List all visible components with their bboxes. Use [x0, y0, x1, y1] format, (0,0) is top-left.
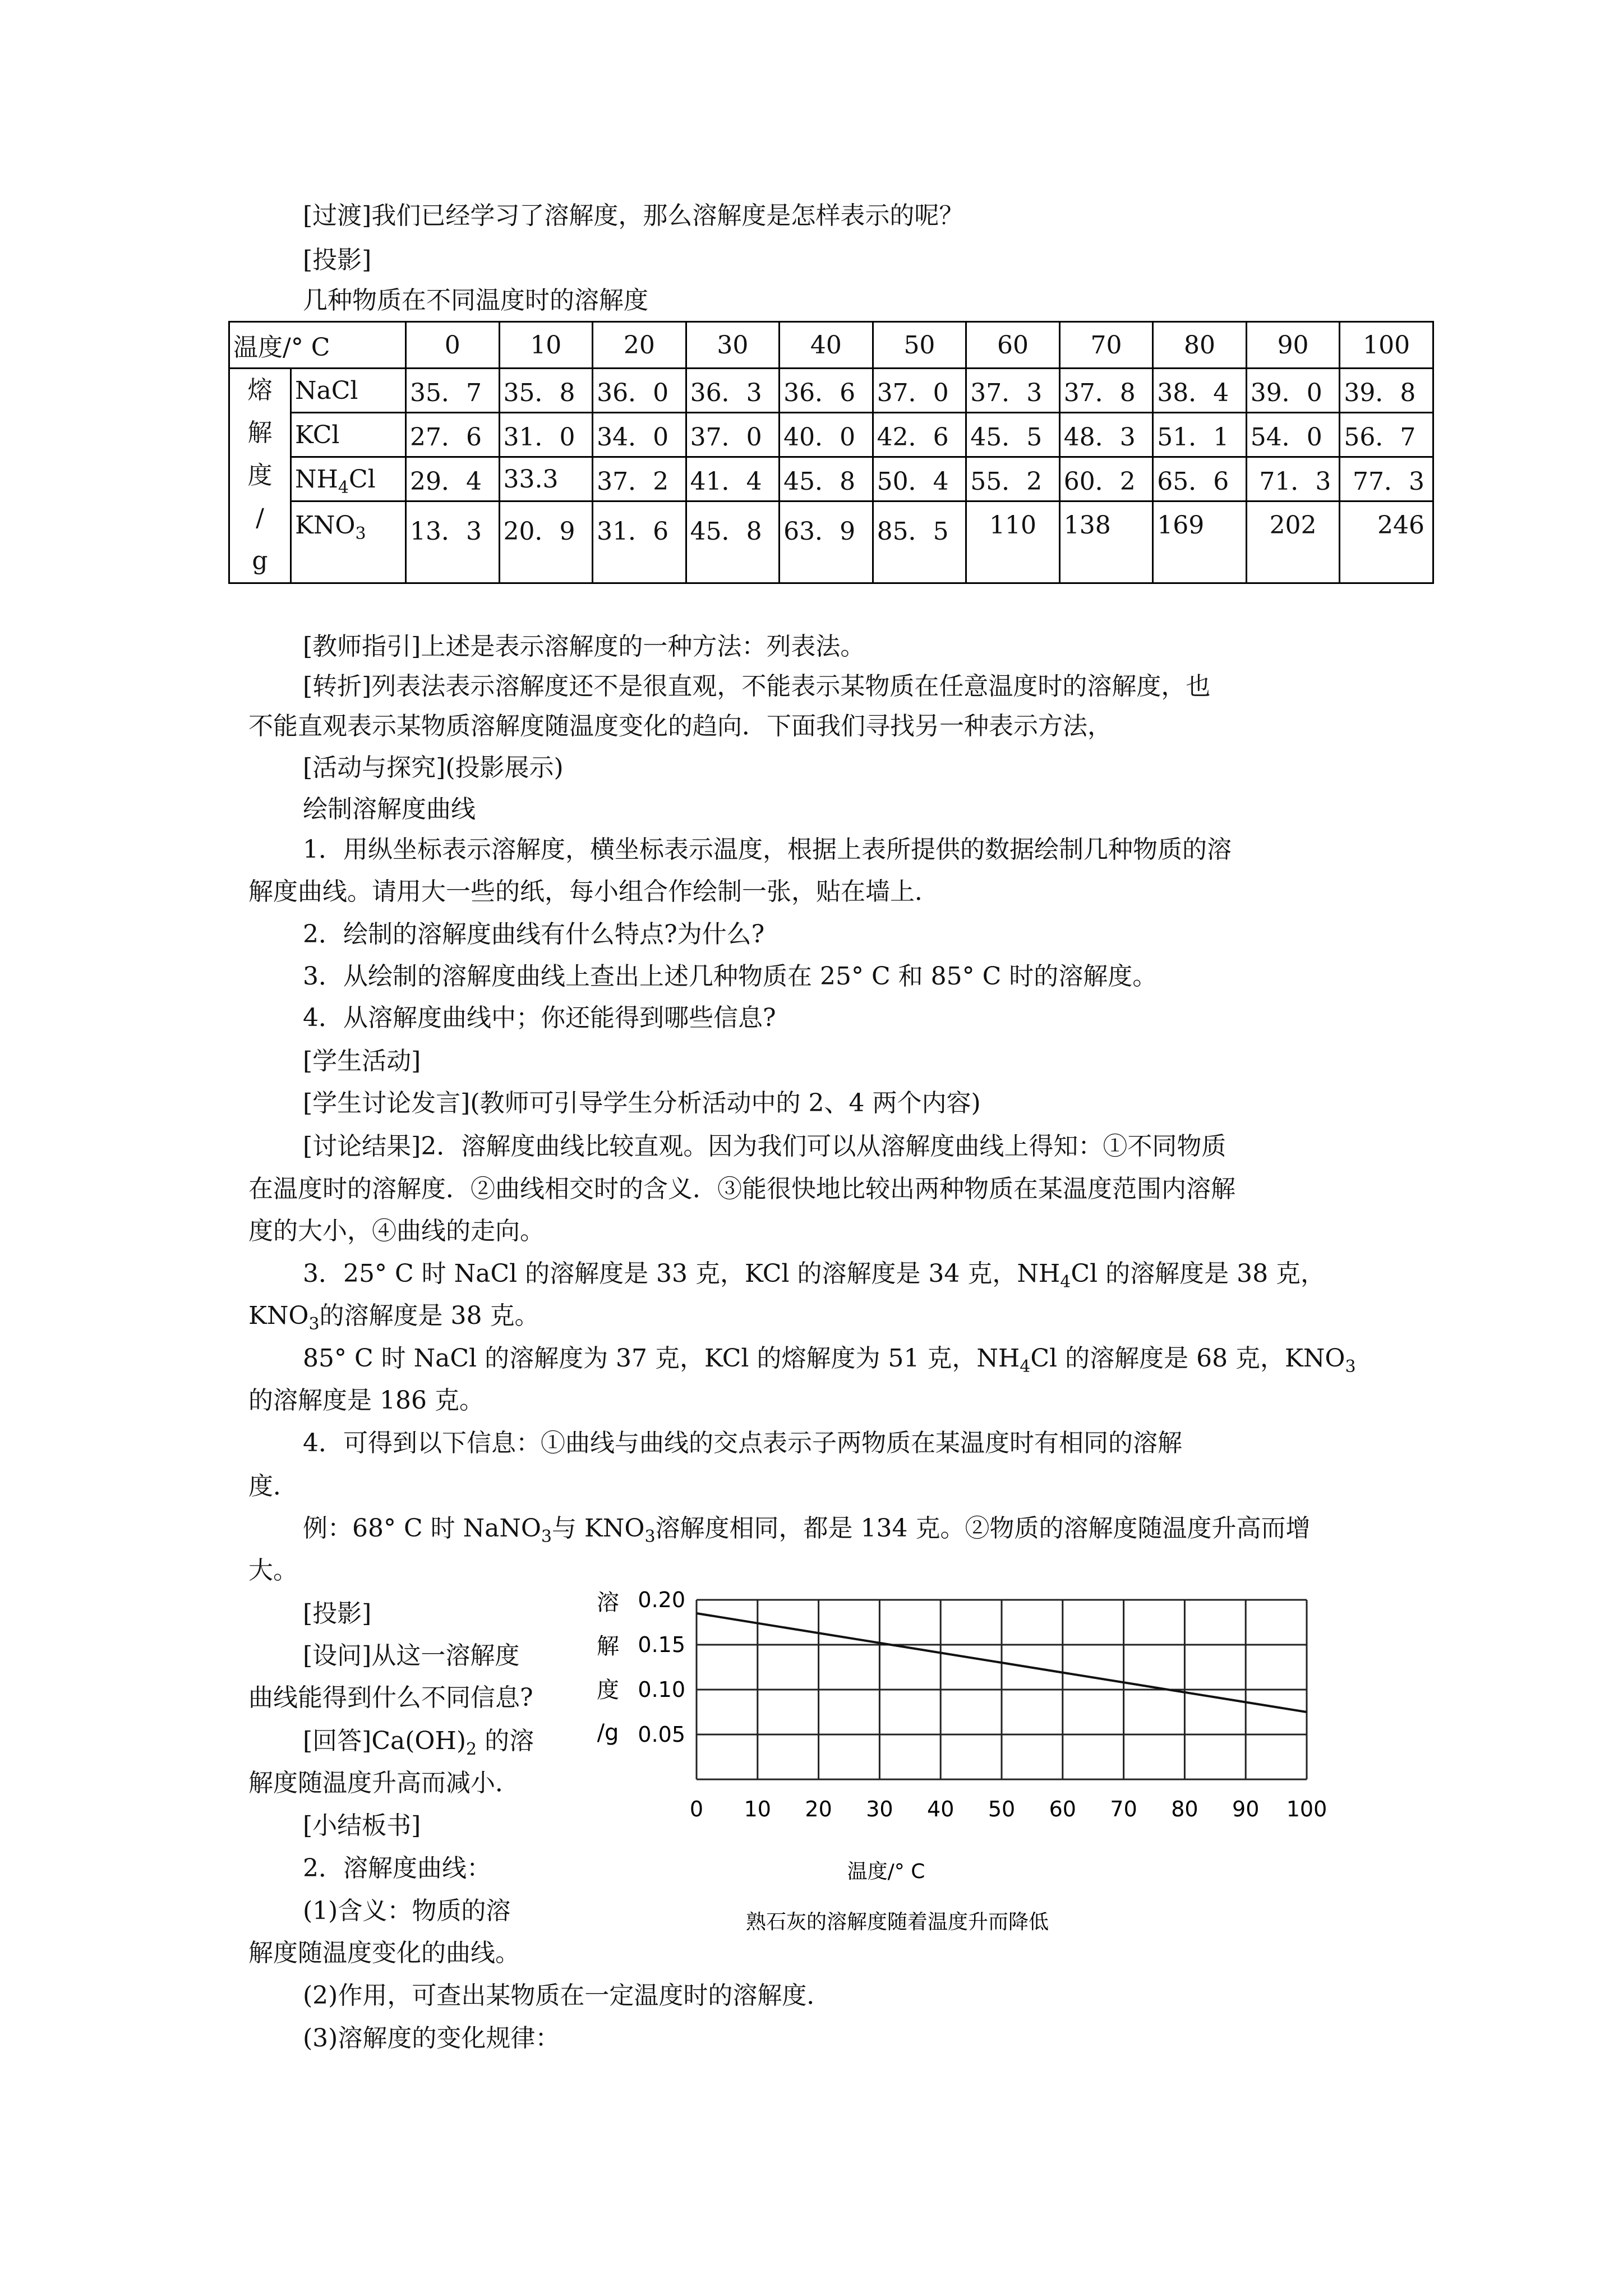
unit-char: g	[252, 546, 268, 575]
text-line: [学生讨论发言](教师可引导学生分析活动中的 2、4 两个内容)	[303, 1089, 981, 1117]
solubility-table	[228, 321, 1434, 584]
table-cell: 37．2	[593, 457, 686, 501]
x-tick-label: 90	[1232, 1797, 1260, 1821]
text-line: 4．从溶解度曲线中；你还能得到哪些信息?	[303, 1004, 776, 1032]
substance-name	[291, 457, 406, 501]
chart-title: 熟石灰的溶解度随着温度升而降低	[745, 1911, 1049, 1934]
text-line	[303, 1258, 1325, 1290]
formula-main: NH	[295, 464, 338, 494]
text-line: (1)含义：物质的溶	[303, 1897, 511, 1925]
y-tick-label: 0.20	[638, 1588, 685, 1612]
y-label-char: 解	[597, 1634, 619, 1659]
subscript: 3	[1345, 1357, 1356, 1377]
text-run: 的溶解度是 38 克。	[319, 1301, 540, 1330]
header-cell: 90	[1246, 322, 1340, 369]
table-cell: 42．6	[873, 413, 966, 457]
header-cell: 100	[1340, 322, 1433, 369]
table-caption: 几种物质在不同温度时的溶解度	[303, 286, 648, 315]
table-cell: 45．5	[966, 413, 1060, 457]
x-tick-label: 80	[1171, 1797, 1198, 1821]
header-cell: 30	[686, 322, 780, 369]
table-cell: 36．6	[780, 369, 873, 413]
substance-name: KCl	[291, 413, 406, 457]
text-run: 例：68° C 时 NaNO	[303, 1514, 541, 1543]
table-cell: 85．5	[873, 501, 966, 583]
table-cell: 37．3	[966, 369, 1060, 413]
table-cell: 31．6	[593, 501, 686, 583]
table-cell: 56．7	[1340, 413, 1433, 457]
text-line: [投影]	[303, 246, 372, 274]
table-cell: 202	[1246, 501, 1340, 583]
header-cell: 20	[593, 322, 686, 369]
table-row	[229, 413, 1433, 457]
x-tick-label: 100	[1286, 1797, 1327, 1821]
subscript: 3	[308, 1314, 320, 1334]
table-cell: 45．8	[686, 501, 780, 583]
text-run: 85° C 时 NaCl 的溶解度为 37 克，KCl 的熔解度为 51 克，NH	[303, 1344, 1020, 1373]
text-line: 2．绘制的溶解度曲线有什么特点?为什么?	[303, 920, 765, 949]
subscript: 3	[644, 1527, 656, 1547]
text-line: [投影]	[303, 1599, 372, 1628]
text-line	[303, 1513, 1311, 1547]
x-tick-label: 10	[744, 1797, 771, 1821]
table-cell: 77．3	[1340, 457, 1433, 501]
table-cell: 37．0	[686, 413, 780, 457]
subscript: 2	[466, 1740, 477, 1759]
table-cell: 63．9	[780, 501, 873, 583]
subscript: 4	[1020, 1357, 1031, 1377]
header-cell: 10	[499, 322, 593, 369]
x-tick-label: 50	[988, 1797, 1016, 1821]
text-line: 绘制溶解度曲线	[303, 795, 476, 823]
header-label: 温度/° C	[229, 322, 406, 369]
text-line: 解度随温度变化的曲线。	[248, 1939, 520, 1967]
text-line: 1．用纵坐标表示溶解度，横坐标表示温度，根据上表所提供的数据绘制几种物质的溶	[303, 835, 1232, 864]
text-line: [小结板书]	[303, 1811, 421, 1840]
table-cell: 45．8	[780, 457, 873, 501]
header-cell: 50	[873, 322, 966, 369]
header-cell: 80	[1153, 322, 1247, 369]
table-cell: 50．4	[873, 457, 966, 501]
table-cell: 38．4	[1153, 369, 1247, 413]
y-tick-label: 0.05	[638, 1722, 685, 1747]
table-row	[229, 369, 1433, 413]
table-row	[229, 457, 1433, 501]
text-run: Cl 的溶解度是 38 克，	[1071, 1259, 1326, 1288]
table-cell: 55．2	[966, 457, 1060, 501]
text-line: [学生活动]	[303, 1047, 421, 1075]
text-line: 曲线能得到什么不同信息?	[248, 1683, 533, 1712]
table-cell: 40．0	[780, 413, 873, 457]
y-tick-label: 0.10	[638, 1677, 685, 1702]
text-line: [讨论结果]2．溶解度曲线比较直观。因为我们可以从溶解度曲线上得知：①不同物质	[303, 1132, 1227, 1161]
text-line: [设问]从这一溶解度	[303, 1641, 520, 1670]
table-cell: 39．0	[1246, 369, 1340, 413]
table-cell: 37．8	[1059, 369, 1153, 413]
table-cell: 110	[966, 501, 1060, 583]
table-cell: 41．4	[686, 457, 780, 501]
solubility-chart	[583, 1581, 1357, 1940]
text-run: 溶解度相同，都是 134 克。②物质的溶解度随温度升高而增	[655, 1514, 1311, 1543]
unit-char: 度	[247, 461, 273, 490]
table-cell: 35．7	[406, 369, 500, 413]
text-line: 大。	[248, 1556, 298, 1585]
y-axis-label	[597, 1590, 619, 1746]
unit-label-cell	[229, 369, 291, 583]
x-tick-label: 70	[1110, 1797, 1137, 1821]
table-cell: 71．3	[1246, 457, 1340, 501]
text-line: 解度随温度升高而减小．	[248, 1769, 520, 1797]
text-line: 度．	[248, 1472, 298, 1501]
substance-name: NaCl	[291, 369, 406, 413]
x-tick-label: 20	[805, 1797, 832, 1821]
table-cell: 36．0	[593, 369, 686, 413]
table-cell: 65．6	[1153, 457, 1247, 501]
text-line	[303, 1343, 1356, 1377]
header-cell: 70	[1059, 322, 1153, 369]
text-run: Cl 的溶解度是 68 克，KNO	[1030, 1344, 1345, 1373]
header-cell: 60	[966, 322, 1060, 369]
subscript: 3	[541, 1527, 552, 1547]
y-label-char: 溶	[597, 1590, 619, 1616]
table-cell: 34．0	[593, 413, 686, 457]
subscript: 4	[1060, 1272, 1071, 1292]
text-line: (2)作用，可查出某物质在一定温度时的溶解度．	[303, 1981, 832, 2010]
x-tick-label: 40	[927, 1797, 955, 1821]
y-label-char: /g	[597, 1720, 619, 1746]
text-line	[303, 1726, 534, 1757]
table-cell: 48．3	[1059, 413, 1153, 457]
text-line: [教师指引]上述是表示溶解度的一种方法：列表法。	[303, 632, 865, 661]
y-ticks	[638, 1588, 685, 1747]
table-cell: 33.3	[499, 457, 593, 501]
unit-char: 解	[247, 418, 273, 447]
x-ticks	[690, 1797, 1327, 1821]
text-line: [转折]列表法表示溶解度还不是很直观，不能表示某物质在任意温度时的溶解度，也	[303, 672, 1211, 701]
table-cell: 20．9	[499, 501, 593, 583]
text-run: 3．25° C 时 NaCl 的溶解度是 33 克，KCl 的溶解度是 34 克，NH	[303, 1259, 1061, 1288]
text-line: 在温度时的溶解度．②曲线相交时的含义．③能很快地比较出两种物质在某温度范围内溶解	[248, 1175, 1235, 1203]
table-cell: 138	[1059, 501, 1153, 583]
text-run: 的溶	[477, 1727, 534, 1755]
table-cell: 27．6	[406, 413, 500, 457]
table-cell: 35．8	[499, 369, 593, 413]
substance-name	[291, 501, 406, 583]
x-axis-label: 温度/° C	[847, 1860, 925, 1883]
formula-tail: Cl	[348, 464, 376, 494]
text-line	[248, 1300, 540, 1332]
table-cell: 60．2	[1059, 457, 1153, 501]
text-line: (3)溶解度的变化规律：	[303, 2024, 560, 2053]
y-label-char: 度	[597, 1677, 619, 1703]
table-cell: 54．0	[1246, 413, 1340, 457]
formula-subscript: 4	[338, 477, 349, 498]
table-cell: 246	[1340, 501, 1433, 583]
table-cell: 36．3	[686, 369, 780, 413]
chart-grid	[697, 1600, 1307, 1779]
text-run: KNO	[248, 1301, 309, 1330]
table-cell: 51．1	[1153, 413, 1247, 457]
unit-char: /	[256, 504, 264, 532]
text-line: 3．从绘制的溶解度曲线上查出上述几种物质在 25° C 和 85° C 时的溶解度。	[303, 962, 1158, 991]
table-cell: 39．8	[1340, 369, 1433, 413]
x-tick-label: 0	[689, 1797, 704, 1821]
table-header-row	[229, 322, 1433, 369]
formula-main: KNO	[295, 511, 356, 540]
unit-char: 熔	[247, 376, 273, 404]
table-cell: 37．0	[873, 369, 966, 413]
header-cell: 40	[780, 322, 873, 369]
table-cell: 13．3	[406, 501, 500, 583]
text-line: 解度曲线。请用大一些的纸，每小组合作绘制一张，贴在墙上．	[248, 877, 939, 906]
text-line: 的溶解度是 186 克。	[248, 1386, 484, 1415]
table-cell: 29．4	[406, 457, 500, 501]
text-line: 4．可得到以下信息：①曲线与曲线的交点表示子两物质在某温度时有相同的溶解	[303, 1429, 1182, 1457]
x-tick-label: 60	[1049, 1797, 1076, 1821]
text-line: 度的大小，④曲线的走向。	[248, 1217, 545, 1245]
table-cell: 169	[1153, 501, 1247, 583]
table-cell: 31．0	[499, 413, 593, 457]
formula-subscript: 3	[355, 524, 366, 544]
text-run: 与 KNO	[552, 1514, 645, 1543]
text-line: 2．溶解度曲线：	[303, 1854, 491, 1883]
x-tick-label: 30	[866, 1797, 893, 1821]
text-line: [过渡]我们已经学习了溶解度，那么溶解度是怎样表示的呢？	[303, 201, 964, 230]
table-row	[229, 501, 1433, 583]
y-tick-label: 0.15	[638, 1632, 685, 1657]
text-line: 不能直观表示某物质溶解度随温度变化的趋向．下面我们寻找另一种表示方法，	[248, 712, 1112, 740]
text-line: [活动与探究](投影展示)	[303, 753, 564, 782]
text-run: [回答]Ca(OH)	[303, 1727, 467, 1755]
header-cell: 0	[406, 322, 500, 369]
